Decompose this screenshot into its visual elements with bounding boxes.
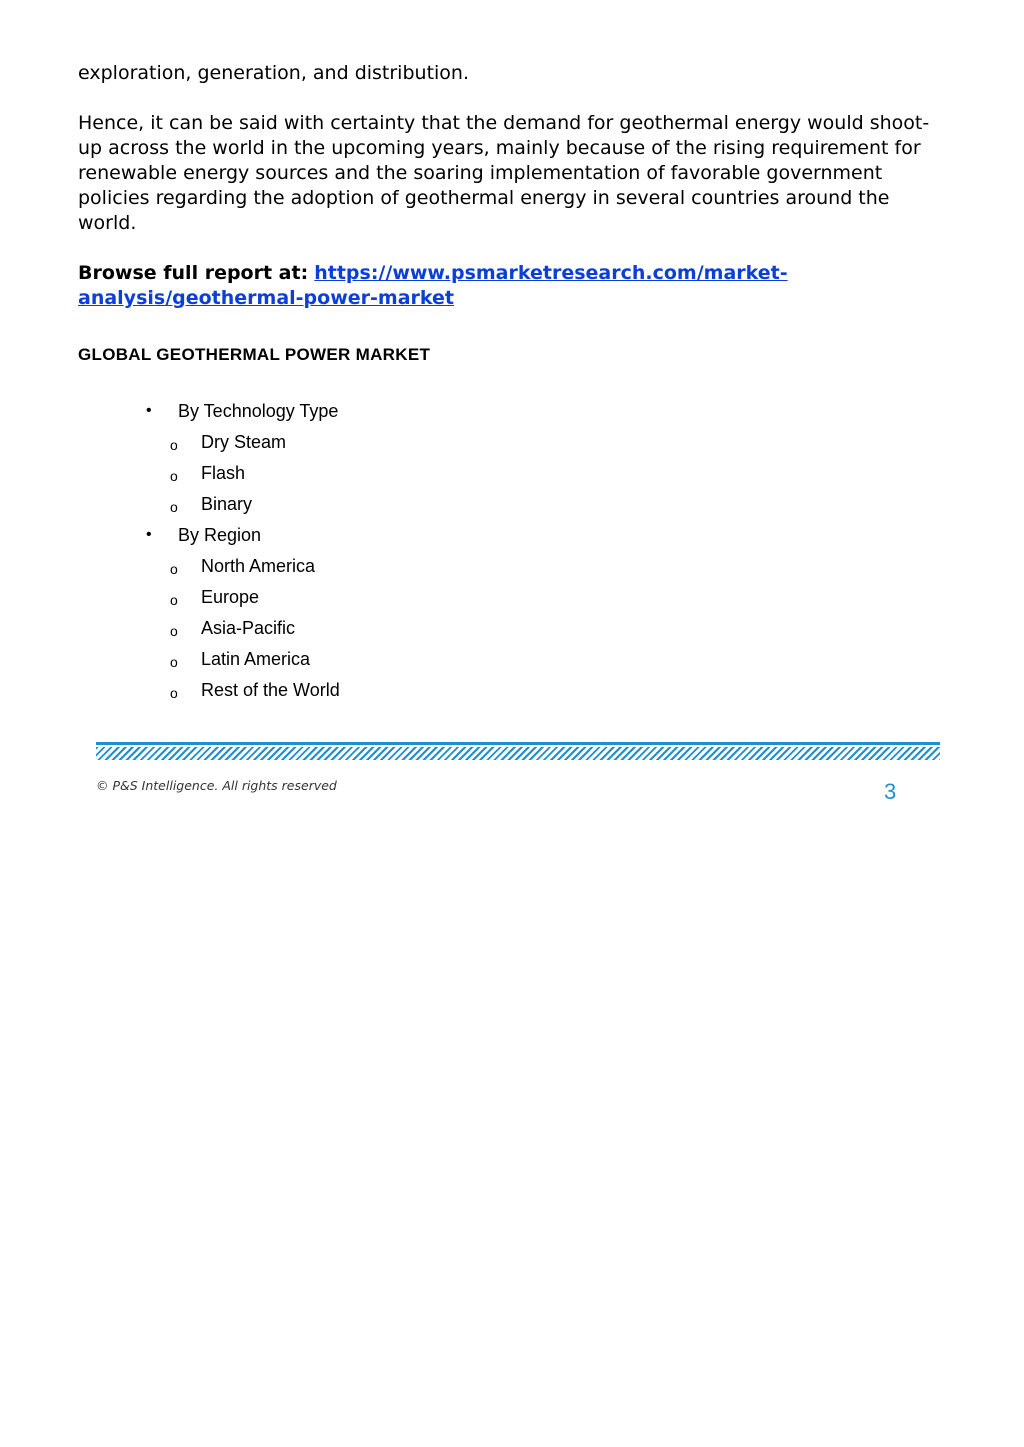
list-item-label: North America <box>201 556 316 576</box>
circle-bullet-icon: o <box>170 654 178 670</box>
paragraph-intro-tail: exploration, generation, and distribution. <box>78 62 470 84</box>
footer-copyright: © P&S Intelligence. All rights reserved <box>96 778 337 793</box>
list-item-label: Latin America <box>201 649 311 669</box>
circle-bullet-icon: o <box>170 685 178 701</box>
circle-bullet-icon: o <box>170 623 178 639</box>
list-item-label: Rest of the World <box>201 680 340 700</box>
page-number: 3 <box>884 779 897 804</box>
circle-bullet-icon: o <box>170 437 178 453</box>
list-item-label: Binary <box>201 494 253 514</box>
report-link[interactable]: https://www.psmarketresearch.com/market-analysis/geothermal-power-market <box>78 262 788 309</box>
list-item-label: Asia-Pacific <box>201 618 296 638</box>
paragraph-demand-outlook: Hence, it can be said with certainty that the demand for geothermal energy would shoot-up across the world in the upcoming years, mainly because of the rising requirement for renewable energy sources and the soaring implementation of favorable government policies regarding the adoption of geothermal energy in several countries around the world. <box>78 112 930 234</box>
segment-label: By Region <box>178 525 262 545</box>
circle-bullet-icon: o <box>170 592 178 608</box>
list-item-label: Flash <box>201 463 246 483</box>
list-item-label: Europe <box>201 587 260 607</box>
browse-label: Browse full report at: <box>78 262 309 284</box>
bullet-icon: • <box>146 526 152 543</box>
browse-report-line <box>78 261 948 311</box>
footer-divider-line <box>96 742 940 745</box>
segment-label: By Technology Type <box>178 401 339 421</box>
footer-hatch-band <box>96 747 940 760</box>
list-item-label: Dry Steam <box>201 432 287 452</box>
circle-bullet-icon: o <box>170 561 178 577</box>
bullet-icon: • <box>146 402 152 419</box>
circle-bullet-icon: o <box>170 499 178 515</box>
section-heading: GLOBAL GEOTHERMAL POWER MARKET <box>78 345 431 364</box>
circle-bullet-icon: o <box>170 468 178 484</box>
